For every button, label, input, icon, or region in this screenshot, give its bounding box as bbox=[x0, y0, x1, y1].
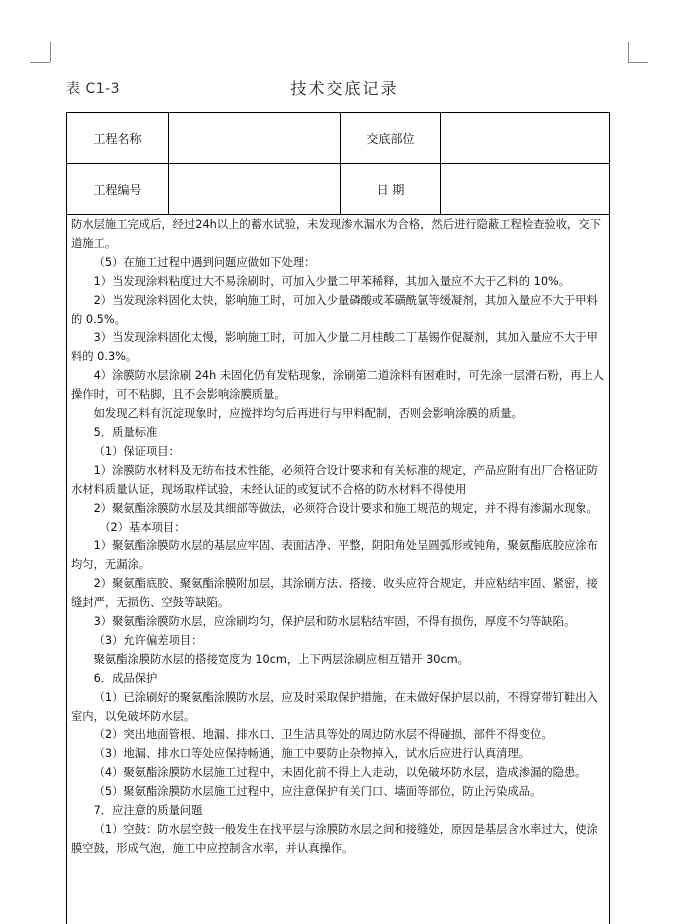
page-title: 技术交底记录 bbox=[290, 79, 399, 98]
crop-mark bbox=[628, 62, 648, 63]
content-paragraph: 1）聚氨酯涂膜防水层的基层应牢固、表面洁净、平整，阴阳角处呈圆弧形或钝角，聚氨酯底胶应涂布均匀，无漏涂。 bbox=[71, 539, 598, 572]
content-paragraph: 2）聚氨酯底胶、聚氨酯涂膜附加层，其涂刷方法、搭接、收头应符合规定，并应粘结牢固、紧密，接缝封严，无损伤、空鼓等缺陷。 bbox=[71, 577, 598, 610]
project-number-label: 工程编号 bbox=[67, 164, 169, 214]
content-paragraph: （5）在施工过程中遇到问题应做如下处理： bbox=[93, 255, 316, 269]
content-paragraph: 6．成品保护 bbox=[93, 671, 158, 685]
crop-mark bbox=[50, 42, 51, 62]
content-paragraph: （4）聚氨酯涂膜防水层施工过程中，未固化前不得上人走动，以免破坏防水层，造成渗漏的隐患。 bbox=[93, 766, 587, 780]
project-name-value[interactable] bbox=[169, 113, 341, 163]
form-code: 表 C1-3 bbox=[66, 81, 121, 97]
handover-part-value[interactable] bbox=[441, 113, 609, 163]
content-paragraph: 1）涂膜防水材料及无纺布技术性能，必须符合设计要求和有关标准的规定，产品应附有出厂合格证防水材料质量认证，现场取样试验，未经认证的或复试不合格的防水材料不得使用 bbox=[71, 463, 598, 496]
content-paragraph: （1）保证项目： bbox=[93, 444, 180, 458]
content-paragraph: 3）聚氨酯涂膜防水层，应涂刷均匀，保护层和防水层粘结牢固，不得有损伤，厚度不匀等缺陷。 bbox=[93, 615, 576, 629]
content-paragraph: 1）当发现涂料粘度过大不易涂刷时，可加入少量二甲苯稀释，其加入量应不大于乙料的 10%。 bbox=[93, 274, 571, 288]
content-paragraph: （1）空鼓：防水层空鼓一般发生在找平层与涂膜防水层之间和接缝处，原因是基层含水率过大，使涂膜空鼓，形成气泡，施工中应控制含水率，并认真操作。 bbox=[71, 823, 598, 855]
content-paragraph: 防水层施工完成后，经过24h以上的蓄水试验，未发现渗水漏水为合格，然后进行隐蔽工程检查验收，交下道施工。 bbox=[71, 218, 601, 250]
content-paragraph: （5）聚氨酯涂膜防水层施工过程中，应注意保护有关门口、墙面等部位，防止污染成品。 bbox=[93, 785, 542, 799]
date-label: 日 期 bbox=[341, 164, 441, 214]
header-row-1 bbox=[67, 113, 609, 164]
content-paragraph: 2）聚氨酯涂膜防水层及其细部等做法，必须符合设计要求和施工规范的规定，并不得有渗漏水现象。 bbox=[93, 501, 598, 515]
content-paragraph: 7．应注意的质量问题 bbox=[93, 804, 203, 818]
content-paragraph: （3）允许偏差项目： bbox=[93, 633, 203, 647]
project-name-label: 工程名称 bbox=[67, 113, 169, 163]
content-paragraph: 如发现乙料有沉淀现象时，应搅拌均匀后再进行与甲料配制，否则会影响涂膜的质量。 bbox=[93, 407, 523, 421]
content-paragraph: （2）突出地面管根、地漏、排水口、卫生洁具等处的周边防水层不得碰损，部件不得变位。 bbox=[93, 728, 553, 742]
crop-mark bbox=[628, 42, 629, 62]
date-value[interactable] bbox=[441, 164, 609, 214]
crop-mark bbox=[30, 62, 50, 63]
content-paragraph: 2）当发现涂料固化太快，影响施工时，可加入少量磷酸或苯磺酰氯等缓凝剂，其加入量应不大于甲料的 0.5%。 bbox=[71, 293, 598, 326]
content-paragraph: （3）地漏、排水口等处应保持畅通，施工中要防止杂物掉入，试水后应进行认真清理。 bbox=[93, 747, 531, 761]
handover-content bbox=[71, 216, 607, 859]
content-paragraph: （1）已涂刷好的聚氨酯涂膜防水层，应及时采取保护措施，在未做好保护层以前，不得穿带钉鞋出入室内，以免破坏防水层。 bbox=[71, 690, 598, 723]
handover-record-form bbox=[66, 112, 610, 924]
content-paragraph: 4）涂膜防水层涂刷 24h 未固化仍有发粘现象，涂刷第二道涂料有困难时，可先涂一层滑石粉，再上人操作时，可不粘脚，且不会影响涂膜质量。 bbox=[71, 369, 604, 402]
content-paragraph: 3）当发现涂料固化太慢，影响施工时，可加入少量二月桂酸二丁基锡作促凝剂，其加入量应不大于甲料的 0.3%。 bbox=[71, 331, 598, 364]
header-row-2 bbox=[67, 164, 609, 215]
content-paragraph: 5．质量标准 bbox=[93, 425, 158, 439]
content-paragraph: 聚氨酯涂膜防水层的搭接宽度为 10cm，上下两层涂刷应相互错开 30cm。 bbox=[93, 652, 469, 666]
content-paragraph: （2）基本项目： bbox=[99, 520, 186, 534]
project-number-value[interactable] bbox=[169, 164, 341, 214]
handover-part-label: 交底部位 bbox=[341, 113, 441, 163]
